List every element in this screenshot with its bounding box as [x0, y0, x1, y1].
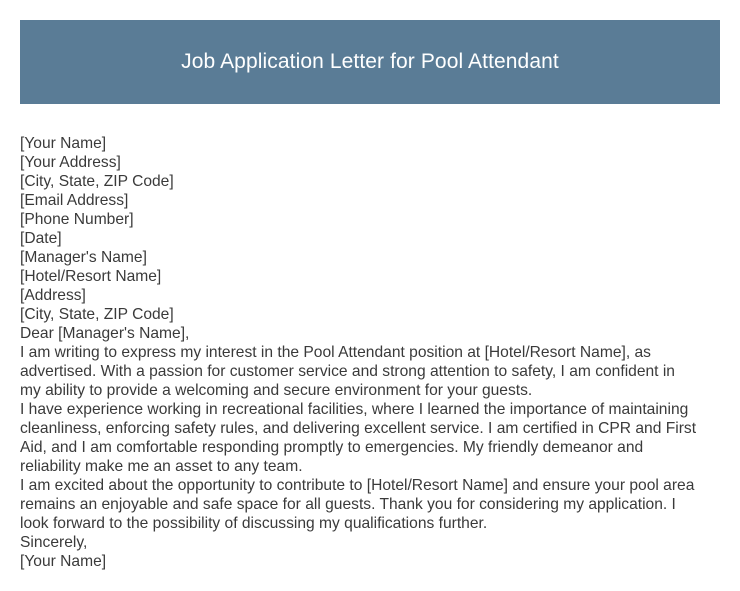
paragraph-line: reliability make me an asset to any team. [20, 458, 303, 475]
sender-city-state-zip: [City, State, ZIP Code] [20, 173, 174, 190]
paragraph-line: look forward to the possibility of discussing my qualifications further. [20, 515, 488, 532]
letter-page [20, 20, 720, 571]
paragraph-line: cleanliness, enforcing safety rules, and delivering excellent service. I am certified in CPR and First [20, 420, 697, 437]
signature: [Your Name] [20, 553, 107, 570]
recipient-city-state-zip: [City, State, ZIP Code] [20, 306, 174, 323]
paragraph-line: advertised. With a passion for customer service and strong attention to safety, I am confident in [20, 363, 675, 380]
body-paragraph-1 [20, 343, 720, 400]
recipient-address: [Address] [20, 287, 86, 304]
greeting: Dear [Manager's Name], [20, 325, 190, 342]
paragraph-line: my ability to provide a welcoming and secure environment for your guests. [20, 382, 533, 399]
sender-email: [Email Address] [20, 192, 129, 209]
closing: Sincerely, [20, 534, 88, 551]
letter-body [20, 134, 720, 571]
paragraph-line: remains an enjoyable and safe space for all guests. Thank you for considering my application. I [20, 496, 676, 513]
title-banner [20, 20, 720, 104]
paragraph-line: I am excited about the opportunity to contribute to [Hotel/Resort Name] and ensure your pool area [20, 477, 695, 494]
paragraph-line: I have experience working in recreational facilities, where I learned the importance of maintaining [20, 401, 689, 418]
paragraph-line: Aid, and I am comfortable responding promptly to emergencies. My friendly demeanor and [20, 439, 644, 456]
sender-name: [Your Name] [20, 135, 107, 152]
body-paragraph-2 [20, 400, 720, 476]
body-paragraph-3 [20, 476, 720, 533]
page-title: Job Application Letter for Pool Attendant [181, 50, 559, 73]
paragraph-line: I am writing to express my interest in the Pool Attendant position at [Hotel/Resort Name], as [20, 344, 651, 361]
letter-date: [Date] [20, 230, 62, 247]
sender-phone: [Phone Number] [20, 211, 134, 228]
recipient-name: [Manager's Name] [20, 249, 147, 266]
recipient-company: [Hotel/Resort Name] [20, 268, 162, 285]
sender-address: [Your Address] [20, 154, 121, 171]
